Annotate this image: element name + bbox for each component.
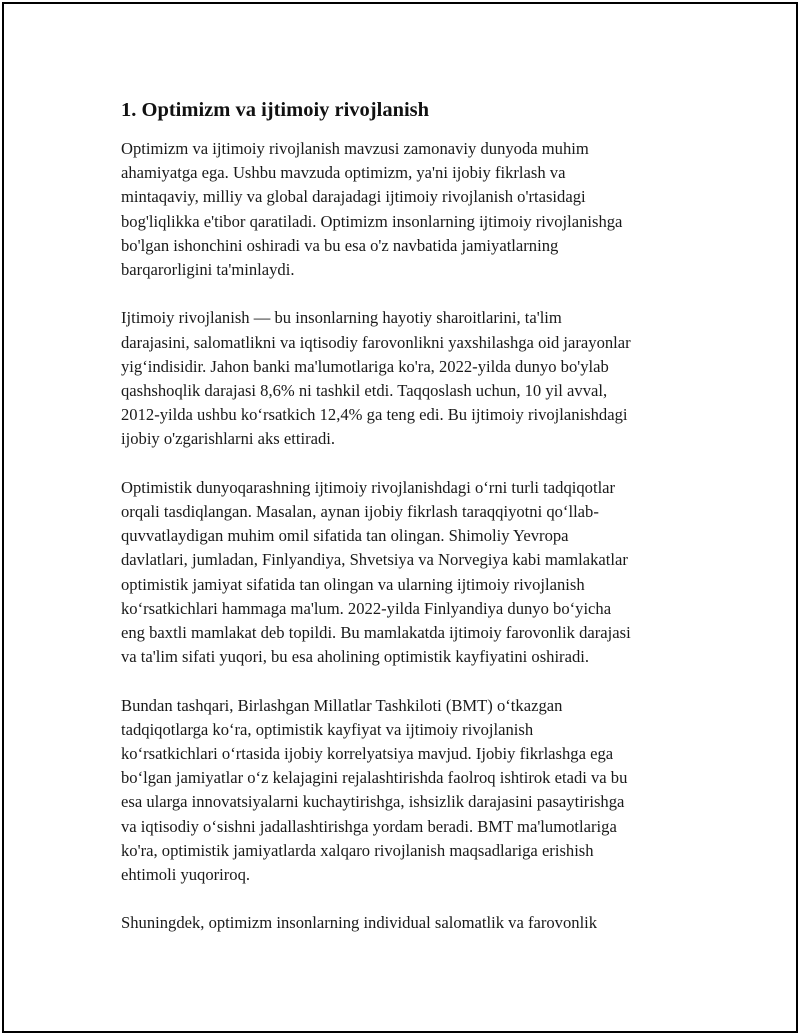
paragraph-optimistic-worldview: Optimistik dunyoqarashning ijtimoiy rivojlanishdagi o‘rni turli tadqiqotlar orqali tasdiqlangan. Masalan, aynan ijobiy fikrlash taraqqiyotni qo‘llab- quvvatlaydigan muhim omil sifatida tan olingan. Shimoliy Yevropa davlatlari, jumladan, Finlyandiya, Shvetsiya va Norvegiya kabi mamlakatlar optimistik jamiyat sifatida tan olingan va ularning ijtimoiy rivojlanish ko‘rsatkichlari hammaga ma'lum. 2022-yilda Finlyandiya dunyo bo‘yicha eng baxtli mamlakat deb topildi. Bu mamlakatda ijtimoiy farovonlik darajasi va ta'lim sifati yuqori, bu esa aholining optimistik kayfiyatini oshiradi.	[121, 477, 631, 667]
paragraph-social-development: Ijtimoiy rivojlanish — bu insonlarning hayotiy sharoitlarini, ta'lim darajasini, salomatlikni va iqtisodiy farovonlikni yaxshilashga oid jarayonlar yig‘indisidir. Jahon banki ma'lumotlariga ko'ra, 2022-yilda dunyo bo'ylab qashshoqlik darajasi 8,6% ni tashkil etdi. Taqqoslash uchun, 10 yil avval, 2012-yilda ushbu ko‘rsatkich 12,4% ga teng edi. Bu ijtimoiy rivojlanishdagi ijobiy o'zgarishlarni aks ettiradi.	[121, 308, 631, 449]
section-heading: 1. Optimizm va ijtimoiy rivojlanish	[121, 99, 430, 121]
paragraph-individual-health: Shuningdek, optimizm insonlarning individual salomatlik va farovonlik	[121, 913, 598, 933]
paragraph-un-research: Bundan tashqari, Birlashgan Millatlar Tashkiloti (BMT) o‘tkazgan tadqiqotlarga ko‘ra, optimistik kayfiyat va ijtimoiy rivojlanish ko‘rsatkichlari o‘rtasida ijobiy korrelyatsiya mavjud. Ijobiy fikrlashga ega bo‘lgan jamiyatlar o‘z kelajagini rejalashtirishda faolroq ishtirok etadi va bu esa ularga innovatsiyalarni kuchaytirishga, ishsizlik darajasini pasaytirishga va iqtisodiy o‘sishni jadallashtirishga yordam beradi. BMT ma'lumotlariga ko'ra, optimistik jamiyatlarda xalqaro rivojlanish maqsadlariga erishish ehtimoli yuqoriroq.	[121, 695, 628, 885]
document-content	[121, 97, 681, 960]
paragraph-intro: Optimizm va ijtimoiy rivojlanish mavzusi zamonaviy dunyoda muhim ahamiyatga ega. Ushbu mavzuda optimizm, ya'ni ijobiy fikrlash va mintaqaviy, milliy va global darajadagi ijtimoiy rivojlanish o'rtasidagi bog'liqlikka e'tibor qaratiladi. Optimizm insonlarning ijtimoiy rivojlanishga bo'lgan ishonchini oshiradi va bu esa o'z navbatida jamiyatlarning barqarorligini ta'minlaydi.	[121, 139, 623, 280]
document-page	[2, 2, 798, 1033]
